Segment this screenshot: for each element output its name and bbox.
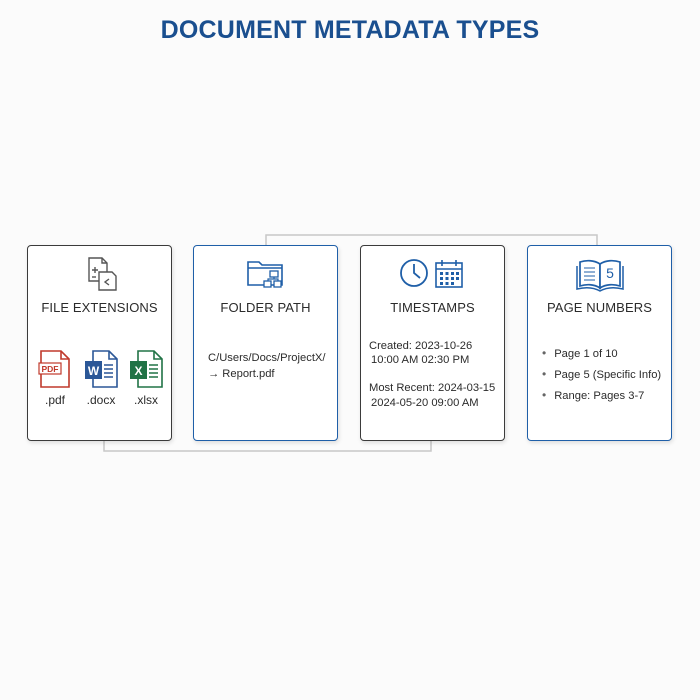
folder-tree-icon [194,255,337,291]
calendar-icon [436,260,462,287]
list-item: • Range: Pages 3-7 [542,385,661,406]
list-item: • Page 1 of 10 [542,343,661,364]
file-label-pdf: .pdf [44,393,65,407]
document-compare-icon [28,255,171,291]
card-title: PAGE NUMBERS [547,300,652,315]
clock-icon [401,260,427,286]
card-folder-path [193,245,338,441]
folder-path-line-2: → Report.pdf [208,368,275,380]
excel-badge: X [134,364,143,378]
pdf-file-icon [38,350,72,407]
recent-date: Most Recent: 2024-03-15 [369,382,496,394]
card-title: FILE EXTENSIONS [41,300,158,315]
card-timestamps [360,245,505,441]
created-time: 10:00 AM 02:30 PM [371,354,470,366]
card-title: FOLDER PATH [220,300,311,315]
book-page-number: 5 [605,265,614,281]
word-badge: W [87,364,100,378]
excel-file-icon [129,350,163,407]
card-title: TIMESTAMPS [390,300,475,315]
page-number-list [542,343,661,406]
card-file-extensions [27,245,172,441]
file-label-docx: .docx [86,393,116,407]
card-page-numbers [527,245,672,441]
open-book-icon [528,255,671,291]
recent-datetime: 2024-05-20 09:00 AM [371,397,479,409]
word-file-icon [84,350,118,407]
page-title: DOCUMENT METADATA TYPES [160,16,540,44]
pdf-badge: PDF [41,364,59,374]
created-date: Created: 2023-10-26 [369,340,473,352]
folder-path-line-1: C/Users/Docs/ProjectX/ [208,352,326,364]
list-item: • Page 5 (Specific Info) [542,364,661,385]
file-label-xlsx: .xlsx [134,393,158,407]
